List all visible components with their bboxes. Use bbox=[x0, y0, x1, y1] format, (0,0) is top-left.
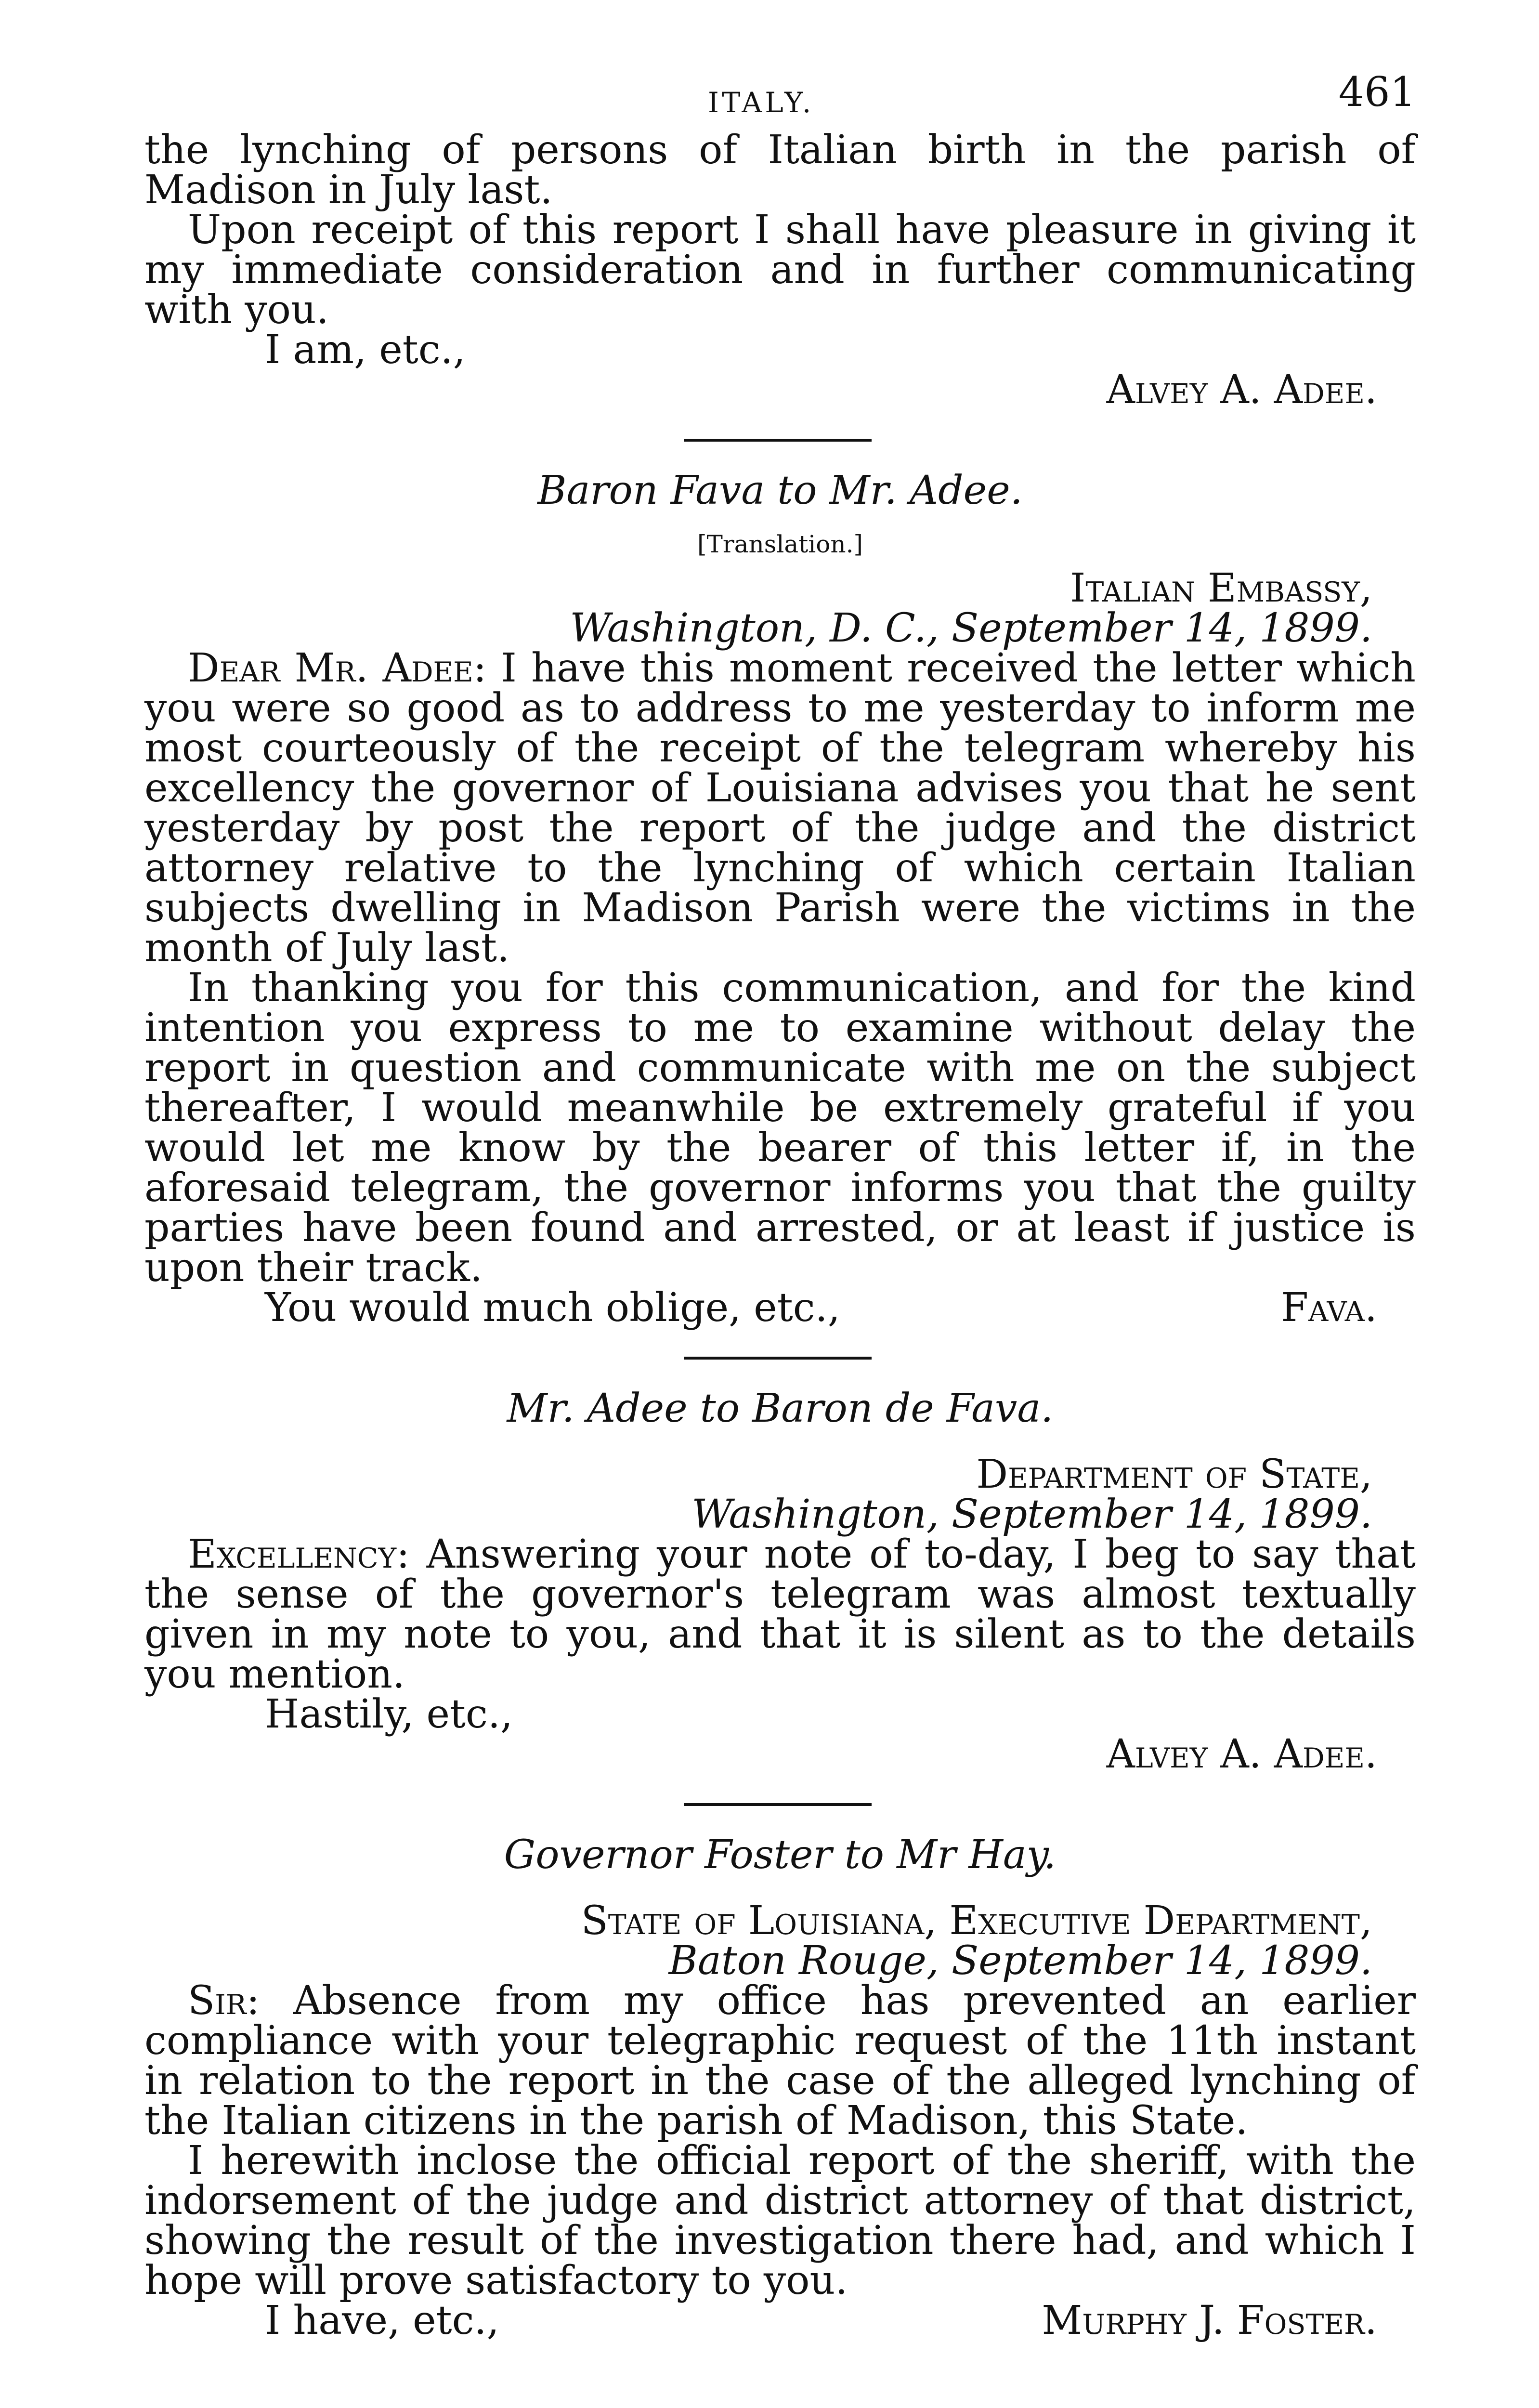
intro-paragraph-2: Upon receipt of this report I shall have pleasure in giving it my immediate consideration and in further communicating with you. bbox=[144, 207, 1416, 333]
letter-fava-closing: You would much oblige, etc., bbox=[265, 1285, 840, 1331]
letter-adee-heading: Mr. Adee to Baron de Fava. bbox=[507, 1386, 1054, 1431]
section-divider bbox=[684, 439, 872, 442]
letter-foster-date: Baton Rouge, September 14, 1899. bbox=[668, 1938, 1372, 1984]
letter-fava-paragraph-1: I have this moment received the letter which you were so good as to address to me yesterday to inform me most courteously of the receipt of the telegram whereby his excellency the governor of Louisiana advises you that he sent yesterday by post the report of the judge and the district attorney relative to the lynching of which certain Italian subjects dwelling in Madison Parish were the victims in the month of July last. bbox=[144, 645, 1416, 971]
page-number: 461 bbox=[1338, 68, 1416, 116]
letter-fava-salutation: Dear Mr. Adee: bbox=[188, 645, 487, 691]
letter-foster-place: State of Louisiana, Executive Department, bbox=[581, 1898, 1372, 1944]
letter-foster-salutation: Sir: bbox=[188, 1978, 260, 2024]
letter-fava-paragraph-2: In thanking you for this communication, and for the kind intention you express to me to examine without delay the report in question and communicate with me on the subject thereafter, I would meanwhile be extremely grateful if you would let me know by the bearer of this letter if, in the aforesaid telegram, the governor informs you that the guilty parties have been found and arrested, or at least if justice is upon their track. bbox=[144, 965, 1416, 1291]
document-page bbox=[144, 68, 1416, 2343]
intro-signature: Alvey A. Adee. bbox=[1106, 367, 1377, 413]
letter-adee-closing: Hastily, etc., bbox=[265, 1691, 513, 1737]
letter-adee-place: Department of State, bbox=[976, 1452, 1372, 1497]
letter-foster-paragraph-1: Absence from my office has prevented an earlier compliance with your telegraphic request of the 11th instant in relation to the report in the case of the alleged lynching of the Italian citizens in the parish of Madison, this State. bbox=[144, 1978, 1416, 2144]
letter-foster-signature: Murphy J. Foster. bbox=[1042, 2298, 1377, 2343]
letter-foster-closing-line bbox=[144, 2298, 1416, 2343]
intro-letter bbox=[144, 127, 1416, 413]
letter-foster-paragraph-2: I herewith inclose the official report of the sheriff, with the indorsement of the judge and district attorney of that district, showing the result of the investigation there had, and which I hope will prove satisfactory to you. bbox=[144, 2138, 1416, 2303]
letter-fava-date: Washington, D. C., September 14, 1899. bbox=[570, 605, 1372, 651]
letter-fava bbox=[144, 468, 1416, 1331]
letter-adee bbox=[144, 1386, 1416, 1777]
letter-fava-heading: Baron Fava to Mr. Adee. bbox=[537, 468, 1023, 513]
letter-adee-signature: Alvey A. Adee. bbox=[1106, 1731, 1377, 1777]
letter-adee-date: Washington, September 14, 1899. bbox=[691, 1492, 1372, 1537]
letter-adee-salutation: Excellency: bbox=[188, 1531, 410, 1577]
page-header bbox=[144, 68, 1416, 130]
letter-fava-closing-line bbox=[144, 1285, 1416, 1331]
running-title: ITALY. bbox=[708, 86, 814, 119]
section-divider bbox=[684, 1803, 872, 1806]
translation-note: [Translation.] bbox=[697, 530, 863, 558]
letter-foster-heading: Governor Foster to Mr Hay. bbox=[504, 1832, 1056, 1878]
letter-adee-paragraph-1: Answering your note of to-day, I beg to say that the sense of the governor's telegram was almost textually given in my note to you, and that it is silent as to the details you mention. bbox=[144, 1531, 1416, 1697]
section-divider bbox=[684, 1357, 872, 1360]
intro-paragraph-1: the lynching of persons of Italian birth in the parish of Madison in July last. bbox=[144, 127, 1416, 213]
intro-closing: I am, etc., bbox=[265, 327, 466, 373]
letter-fava-place: Italian Embassy, bbox=[1070, 565, 1372, 611]
letter-fava-signature: Fava. bbox=[1281, 1285, 1377, 1331]
letter-foster bbox=[144, 1832, 1416, 2343]
letter-foster-closing: I have, etc., bbox=[265, 2298, 499, 2343]
